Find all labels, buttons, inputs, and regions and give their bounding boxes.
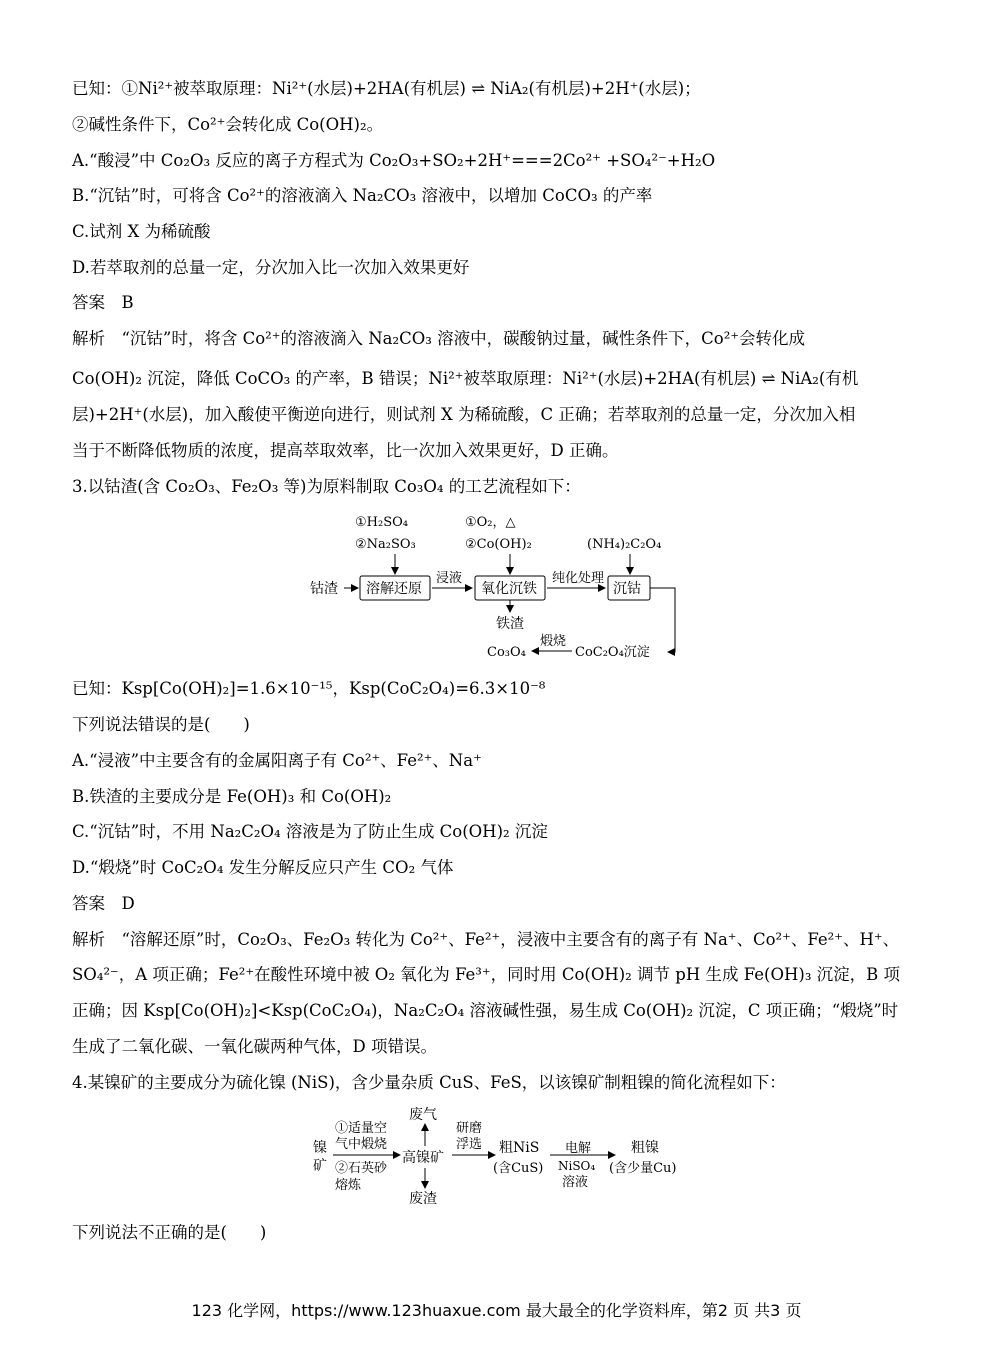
option-c: C.“沉钴”时，不用 Na₂C₂O₄ 溶液是为了防止生成 Co(OH)₂ 沉淀: [72, 822, 548, 841]
analysis-line: 正确；因 Ksp[Co(OH)₂]<Ksp(CoC₂O₄)，Na₂C₂O₄ 溶液碱性强，易生成 Co(OH)₂ 沉淀，C 项正确；“煅烧”时: [72, 1001, 899, 1020]
option-d: D.若萃取剂的总量一定，分次加入比一次加入效果更好: [72, 258, 470, 277]
option-d: D.“煅烧”时 CoC₂O₄ 发生分解反应只产生 CO₂ 气体: [72, 858, 454, 877]
start-material: 镍: [313, 1140, 327, 1156]
reagent-label: ①H₂SO₄: [355, 515, 408, 530]
flow-diagram-nickel: [305, 1100, 725, 1212]
question-prompt: 下列说法不正确的是( ): [72, 1223, 267, 1242]
text-line: ②碱性条件下，Co²⁺会转化成 Co(OH)₂。: [72, 115, 384, 134]
page-footer: 123 化学网，https://www.123huaxue.com 最大最全的化学资料库，第2 页 共3 页: [191, 1301, 802, 1320]
step-label: ①适量空: [335, 1121, 388, 1136]
intermediate-label: 粗NiS: [499, 1140, 540, 1156]
process-box-label: 氧化沉铁: [481, 581, 537, 597]
step-label: 电解: [565, 1141, 592, 1156]
analysis-line: 层)+2H⁺(水层)，加入酸使平衡逆向进行，则试剂 X 为稀硫酸，C 正确；若萃取剂的总量一定，分次加入相: [72, 405, 856, 424]
stream-label: 浸液: [436, 571, 463, 586]
analysis-line: 解析 “溶解还原”时，Co₂O₃、Fe₂O₃ 转化为 Co²⁺、Fe²⁺，浸液中主要含有的离子有 Na⁺、Co²⁺、Fe²⁺、H⁺、: [72, 930, 900, 949]
reagent-label: ②Na₂SO₃: [355, 537, 416, 552]
process-box-label: 沉钴: [613, 581, 641, 597]
stream-label: 煅烧: [540, 634, 567, 649]
stream-label: 纯化处理: [552, 571, 605, 586]
analysis-line: 生成了二氧化碳、一氧化碳两种气体，D 项错误。: [72, 1037, 437, 1056]
question-3-stem: 3.以钴渣(含 Co₂O₃、Fe₂O₃ 等)为原料制取 Co₃O₄ 的工艺流程如下：: [72, 477, 581, 496]
start-material: 矿: [313, 1158, 327, 1174]
step-label: NiSO₄: [558, 1159, 596, 1173]
answer: 答案 D: [72, 894, 135, 913]
text-line: 已知：①Ni²⁺被萃取原理：Ni²⁺(水层)+2HA(有机层) ⇌ NiA₂(有机层)+2H⁺(水层)；: [72, 79, 701, 98]
step-label: 研磨: [456, 1121, 483, 1136]
precipitate-label: CoC₂O₄沉淀: [575, 645, 650, 660]
intermediate-label: 高镍矿: [402, 1150, 444, 1166]
reagent-label: (NH₄)₂C₂O₄: [587, 537, 662, 552]
product-label: Co₃O₄: [487, 645, 526, 660]
reagent-label: ①O₂，△: [465, 515, 516, 530]
step-label: 熔炼: [335, 1178, 362, 1193]
question-prompt: 下列说法错误的是( ): [72, 715, 250, 734]
byproduct-label: 铁渣: [496, 616, 524, 632]
step-label: ②石英砂: [335, 1161, 388, 1176]
slag-label: 废渣: [409, 1191, 437, 1207]
step-label: 浮选: [456, 1137, 483, 1152]
option-b: B.铁渣的主要成分是 Fe(OH)₃ 和 Co(OH)₂: [72, 787, 392, 806]
gas-label: 废气: [409, 1107, 437, 1123]
question-4-stem: 4.某镍矿的主要成分为硫化镍 (NiS)，含少量杂质 CuS、FeS，以该镍矿制粗镍的简化流程如下：: [72, 1073, 786, 1092]
option-b: B.“沉钴”时，可将含 Co²⁺的溶液滴入 Na₂CO₃ 溶液中，以增加 CoCO₃ 的产率: [72, 186, 653, 205]
step-label: 溶液: [562, 1175, 589, 1190]
step-label: 气中煅烧: [335, 1137, 388, 1152]
intermediate-label: (含CuS): [493, 1161, 544, 1176]
flow-diagram-cobalt: [300, 508, 700, 668]
process-box-label: 溶解还原: [366, 581, 422, 597]
option-a: A.“浸液”中主要含有的金属阳离子有 Co²⁺、Fe²⁺、Na⁺: [72, 751, 482, 770]
answer: 答案 B: [72, 293, 134, 312]
option-c: C.试剂 X 为稀硫酸: [72, 222, 211, 241]
analysis-line: 解析 “沉钴”时，将含 Co²⁺的溶液滴入 Na₂CO₃ 溶液中，碳酸钠过量，碱性条件下，Co²⁺会转化成: [72, 329, 806, 348]
analysis-line: 当于不断降低物质的浓度，提高萃取效率，比一次加入效果更好，D 正确。: [72, 441, 619, 460]
start-material: 钴渣: [310, 581, 338, 597]
known-constants: 已知：Ksp[Co(OH)₂]=1.6×10⁻¹⁵，Ksp(CoC₂O₄)=6.3×10⁻⁸: [72, 679, 546, 698]
product-label: 粗镍: [631, 1140, 659, 1156]
analysis-line: SO₄²⁻，A 项正确；Fe²⁺在酸性环境中被 O₂ 氧化为 Fe³⁺，同时用 Co(OH)₂ 调节 pH 生成 Fe(OH)₃ 沉淀，B 项: [72, 965, 901, 984]
analysis-line: Co(OH)₂ 沉淀，降低 CoCO₃ 的产率，B 错误；Ni²⁺被萃取原理：Ni²⁺(水层)+2HA(有机层) ⇌ NiA₂(有机: [72, 369, 859, 388]
reagent-label: ②Co(OH)₂: [465, 537, 532, 552]
option-a: A.“酸浸”中 Co₂O₃ 反应的离子方程式为 Co₂O₃+SO₂+2H⁺===2Co²⁺ +SO₄²⁻+H₂O: [72, 151, 716, 170]
product-label: (含少量Cu): [609, 1161, 677, 1176]
